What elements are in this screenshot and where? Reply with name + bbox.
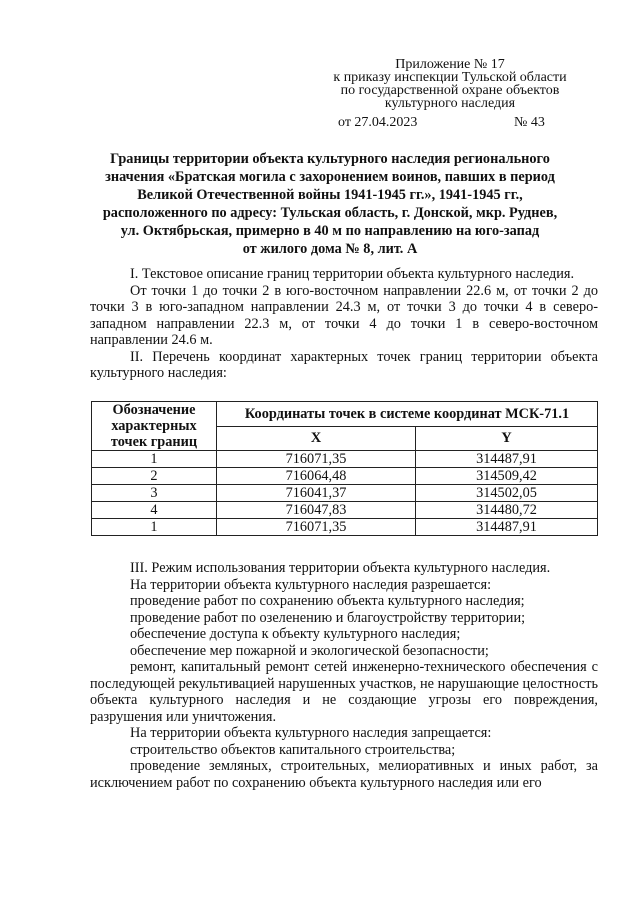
y-cell: 314502,05 — [416, 485, 598, 502]
title-line: от жилого дома № 8, лит. А — [242, 241, 418, 257]
x-cell: 716071,35 — [217, 519, 416, 536]
table-row — [92, 451, 598, 468]
appendix-order-line: к приказу инспекции Тульской области — [333, 70, 567, 85]
point-cell: 1 — [92, 519, 217, 536]
allowed-item: обеспечение доступа к объекту культурного наследия; — [130, 626, 461, 642]
title-line: ул. Октябрьская, примерно в 40 м по направлению на юго-запад — [120, 223, 540, 239]
document-title — [80, 150, 580, 258]
x-cell: 716047,83 — [217, 502, 416, 519]
x-cell: 716064,48 — [217, 468, 416, 485]
title-line: Великой Отечественной войны 1941-1945 гг.», 1941-1945 гг., — [137, 187, 523, 203]
appendix-authority-line: по государственной охране объектов — [340, 83, 560, 98]
point-cell: 2 — [92, 468, 217, 485]
table-row — [92, 468, 598, 485]
title-line: значения «Братская могила с захоронением воинов, павших в период — [105, 169, 555, 185]
section-1 — [90, 266, 598, 382]
x-cell: 716071,35 — [217, 451, 416, 468]
forbidden-item: проведение земляных, строительных, мелиоративных и иных работ, за исключением работ по сохранению объекта культурного наследия или его — [90, 758, 598, 791]
table-row — [92, 519, 598, 536]
point-cell: 3 — [92, 485, 217, 502]
point-designation-header: Обозначение характерных точек границ — [92, 402, 217, 451]
y-header: Y — [416, 426, 598, 451]
y-cell: 314509,42 — [416, 468, 598, 485]
x-header: X — [217, 426, 416, 451]
point-cell: 4 — [92, 502, 217, 519]
y-cell: 314487,91 — [416, 519, 598, 536]
order-date: от 27.04.2023 — [338, 115, 418, 130]
allowed-item: обеспечение мер пожарной и экологической безопасности; — [130, 642, 489, 659]
appendix-heritage-line: культурного наследия — [384, 96, 516, 111]
table-row — [92, 485, 598, 502]
forbidden-intro: На территории объекта культурного наследия запрещается: — [130, 725, 492, 741]
allowed-item: ремонт, капитальный ремонт сетей инженерно-технического обеспечения с последующей рекультивацией нарушенных участков, не нарушающие целостность объекта культурного наследия и не создающие угрозы его повреждения, разрушения или уничтожения. — [90, 659, 598, 725]
section-2-heading: II. Перечень координат характерных точек границ территории объекта культурного наследия: — [90, 348, 598, 381]
forbidden-item: строительство объектов капитального строительства; — [130, 741, 456, 758]
allowed-intro: На территории объекта культурного наследия разрешается: — [130, 576, 492, 593]
coordinates-system-header: Координаты точек в системе координат МСК-71.1 — [217, 402, 598, 427]
appendix-header — [300, 58, 600, 110]
section-3-heading: III. Режим использования территории объекта культурного наследия. — [130, 560, 551, 576]
x-cell: 716041,37 — [217, 485, 416, 502]
table-row — [92, 502, 598, 519]
section-1-text: От точки 1 до точки 2 в юго-восточном направлении 22.6 м, от точки 2 до точки 3 в юго-западном направлении 24.3 м, от точки 3 до точки 4 в северо-западном направлении 22.3 м, от точки 4 до точки 1 в северо-восточном направлении 24.6 м. — [90, 282, 598, 348]
y-cell: 314480,72 — [416, 502, 598, 519]
section-1-heading: I. Текстовое описание границ территории объекта культурного наследия. — [130, 266, 575, 282]
coordinates-table — [91, 401, 598, 536]
allowed-item: проведение работ по озеленению и благоустройству территории; — [130, 609, 526, 626]
point-cell: 1 — [92, 451, 217, 468]
allowed-item: проведение работ по сохранению объекта культурного наследия; — [130, 593, 525, 609]
order-number: № 43 — [514, 115, 545, 130]
title-line: расположенного по адресу: Тульская область, г. Донской, мкр. Руднев, — [102, 205, 558, 221]
appendix-number: Приложение № 17 — [395, 57, 505, 72]
y-cell: 314487,91 — [416, 451, 598, 468]
title-line: Границы территории объекта культурного наследия регионального — [110, 151, 550, 167]
section-3 — [90, 560, 598, 791]
